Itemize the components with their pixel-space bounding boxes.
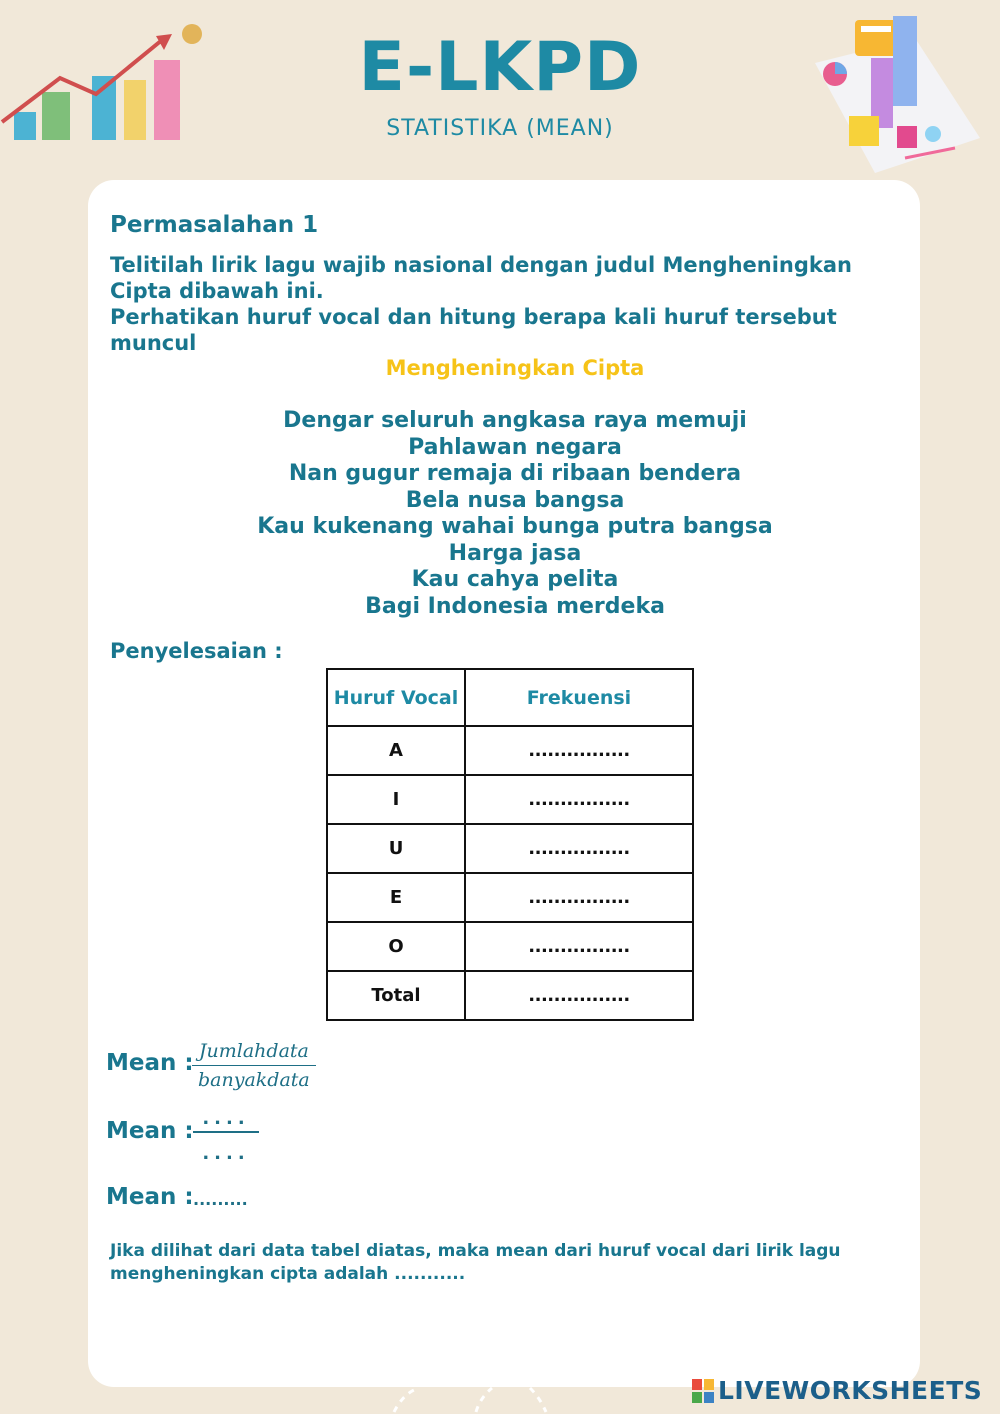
frequency-input[interactable]: ................ xyxy=(465,873,693,922)
conclusion-line-1: Jika dilihat dari data tabel diatas, maka mean dari huruf vocal dari lirik lagu xyxy=(110,1241,841,1261)
instruction-line-2: Perhatikan huruf vocal dan hitung berapa kali huruf tersebut muncul xyxy=(110,305,837,355)
decorative-dashes xyxy=(380,1386,580,1414)
lyric-line: Kau cahya pelita xyxy=(411,567,619,592)
song-title: Mengheningkan Cipta xyxy=(385,356,645,380)
song-lyrics xyxy=(0,408,1000,620)
vowel-cell: U xyxy=(327,824,465,873)
header-frequency: Frekuensi xyxy=(465,669,693,726)
table-row xyxy=(327,922,693,971)
mean-label: Mean : xyxy=(106,1118,194,1144)
lyric-line: Harga jasa xyxy=(448,540,582,566)
numerator-input[interactable]: .... xyxy=(202,1108,250,1129)
denominator-input[interactable]: .... xyxy=(202,1143,250,1164)
fraction-bar xyxy=(192,1065,316,1066)
conclusion-answer-line[interactable]: mengheningkan cipta adalah ........... xyxy=(110,1264,466,1284)
lyric-line: Bagi Indonesia merdeka xyxy=(365,593,665,619)
table-row xyxy=(327,873,693,922)
page-subtitle: STATISTIKA (MEAN) xyxy=(386,116,614,141)
lyric-line: Dengar seluruh angkasa raya memuji xyxy=(283,408,747,433)
lyric-line: Kau kukenang wahai bunga putra bangsa xyxy=(257,514,773,539)
table-row xyxy=(327,726,693,775)
frequency-input[interactable]: ................ xyxy=(465,775,693,824)
problem-heading: Permasalahan 1 xyxy=(110,212,319,238)
vowel-cell: O xyxy=(327,922,465,971)
mean-formula xyxy=(192,1040,316,1091)
frequency-input[interactable]: ................ xyxy=(465,922,693,971)
table-row xyxy=(327,775,693,824)
page-title: E-LKPD xyxy=(358,28,642,107)
lyric-line: Pahlawan negara xyxy=(408,434,622,460)
solution-label: Penyelesaian : xyxy=(110,639,283,663)
table-header-row xyxy=(327,669,693,726)
instruction-line-1: Telitilah lirik lagu wajib nasional dengan judul Mengheningkan Cipta dibawah ini. xyxy=(110,253,852,303)
mean-label: Mean : xyxy=(106,1050,194,1076)
vowel-cell: A xyxy=(327,726,465,775)
table-row xyxy=(327,824,693,873)
liveworksheets-icon xyxy=(692,1379,714,1403)
formula-denominator: banyakdata xyxy=(198,1069,310,1091)
formula-numerator: Jumlahdata xyxy=(198,1040,309,1062)
vowel-cell: I xyxy=(327,775,465,824)
conclusion-text xyxy=(110,1240,850,1286)
total-label-cell: Total xyxy=(327,971,465,1020)
problem-instructions xyxy=(110,252,900,356)
total-input[interactable]: ................ xyxy=(465,971,693,1020)
liveworksheets-text: LIVEWORKSHEETS xyxy=(718,1376,983,1405)
mean-result-input[interactable]: ......... xyxy=(193,1190,248,1209)
liveworksheets-logo xyxy=(692,1376,982,1405)
table-row xyxy=(327,971,693,1020)
frequency-input[interactable]: ................ xyxy=(465,726,693,775)
mean-blank-fraction xyxy=(193,1108,259,1164)
lyric-line: Nan gugur remaja di ribaan bendera xyxy=(288,461,742,486)
header-vowel: Huruf Vocal xyxy=(327,669,465,726)
vowel-cell: E xyxy=(327,873,465,922)
vowel-frequency-table xyxy=(326,668,694,1021)
lyric-line: Bela nusa bangsa xyxy=(405,487,625,513)
frequency-input[interactable]: ................ xyxy=(465,824,693,873)
fraction-bar xyxy=(193,1131,259,1133)
mean-label: Mean : xyxy=(106,1184,194,1210)
